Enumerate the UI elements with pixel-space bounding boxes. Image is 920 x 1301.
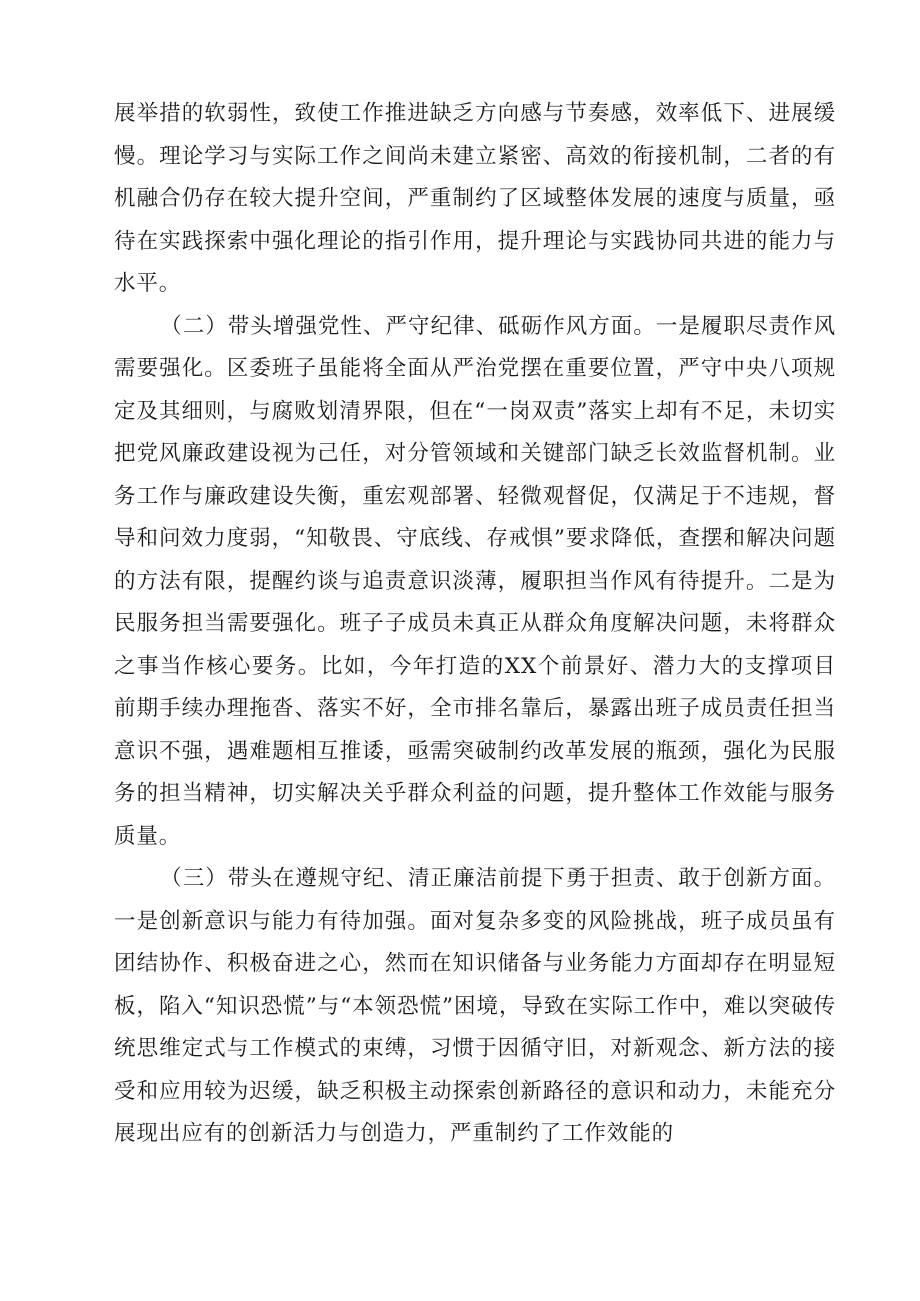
paragraph-continuation: 展举措的软弱性，致使工作推进缺乏方向感与节奏感，效率低下、进展缓慢。理论学习与实际工作之间尚未建立紧密、高效的衔接机制，二者的有机融合仍存在较大提升空间，严重制约了区域整体发展的速度与质量，亟待在实践探索中强化理论的指引作用，提升理论与实践协同共进的能力与水平。 (114, 101, 836, 296)
document-body (114, 93, 836, 1156)
paragraph-section-two: （二）带头增强党性、严守纪律、砥砺作风方面。一是履职尽责作风需要强化。区委班子虽能将全面从严治党摆在重要位置，严守中央八项规定及其细则，与腐败划清界限，但在“一岗双责”落实上却有不足，未切实把党风廉政建设视为己任，对分管领域和关键部门缺乏长效监督机制。业务工作与廉政建设失衡，重宏观部署、轻微观督促，仅满足于不违规，督导和问效力度弱，“知敬畏、守底线、存戒惧”要求降低，查摆和解决问题的方法有限，提醒约谈与追责意识淡薄，履职担当作风有待提升。二是为民服务担当需要强化。班子子成员未真正从群众角度解决问题，未将群众之事当作核心要务。比如，今年打造的XX个前景好、潜力大的支撑项目前期手续办理拖沓、落实不好，全市排名靠后，暴露出班子成员责任担当意识不强，遇难题相互推诿，亟需突破制约改革发展的瓶颈，强化为民服务的担当精神，切实解决关乎群众利益的问题，提升整体工作效能与服务质量。 (114, 313, 836, 849)
paragraph-section-three: （三）带头在遵规守纪、清正廉洁前提下勇于担责、敢于创新方面。一是创新意识与能力有待加强。面对复杂多变的风险挑战，班子成员虽有团结协作、积极奋进之心，然而在知识储备与业务能力方面却存在明显短板，陷入“知识恐慌”与“本领恐慌”困境，导致在实际工作中，难以突破传统思维定式与工作模式的束缚，习惯于因循守旧，对新观念、新方法的接受和应用较为迟缓，缺乏积极主动探索创新路径的意识和动力，未能充分展现出应有的创新活力与创造力，严重制约了工作效能的 (114, 866, 836, 1146)
